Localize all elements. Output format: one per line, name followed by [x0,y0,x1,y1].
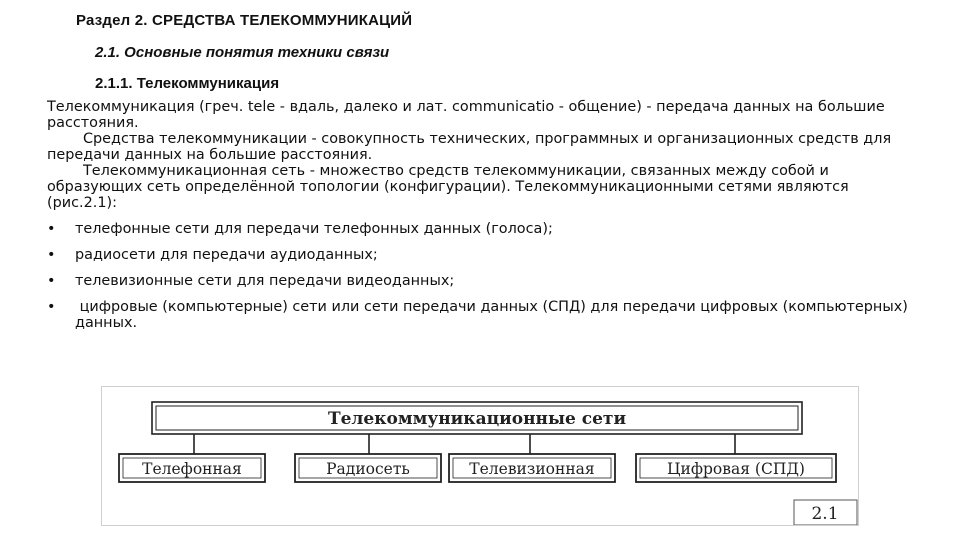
paragraph-network: Телекоммуникационная сеть - множество средств телекоммуникации, связанных между собой и образующих сеть определённой топологии (конфигурации). Телекоммуникационными сетями являются (рис.2.1): [47,163,849,211]
child-label-tv: Телевизионная [469,460,595,478]
list-item [47,221,919,237]
root-label: Телекоммуникационные сети [327,409,627,429]
network-diagram-figure [101,386,859,526]
bullet-icon: • [47,247,56,263]
child-label-telephone: Телефонная [142,460,242,478]
subsection-title: 2.1. Основные понятия техники связи [95,44,390,61]
list-item [47,247,919,263]
list-item [47,299,919,331]
list-item-text: цифровые (компьютерные) сети или сети передачи данных (СПД) для передачи цифровых (компьютерных) данных. [75,299,913,331]
section-title: Раздел 2. СРЕДСТВА ТЕЛЕКОММУНИКАЦИЙ [76,12,413,29]
body-text [47,99,919,331]
list-item-text: телевизионные сети для передачи видеоданных; [75,273,455,289]
network-types-list [47,221,919,331]
bullet-icon: • [47,273,56,289]
subsubsection-title: 2.1.1. Телекоммуникация [95,75,280,92]
paragraph-definition: Телекоммуникация (греч. tele - вдаль, далеко и лат. communicatio - общение) - передача данных на большие расстояния. [47,99,885,131]
bullet-icon: • [47,221,56,237]
list-item-text: телефонные сети для передачи телефонных данных (голоса); [75,221,553,237]
list-item [47,273,919,289]
figure-number: 2.1 [811,504,839,524]
paragraph-means: Средства телекоммуникации - совокупность технических, программных и организационных средств для передачи данных на большие расстояния. [47,131,892,163]
list-item-text: радиосети для передачи аудиоданных; [75,247,378,263]
bullet-icon: • [47,299,56,315]
network-diagram [102,387,858,525]
child-label-radio: Радиосеть [326,460,410,478]
child-label-digital: Цифровая (СПД) [667,460,805,478]
